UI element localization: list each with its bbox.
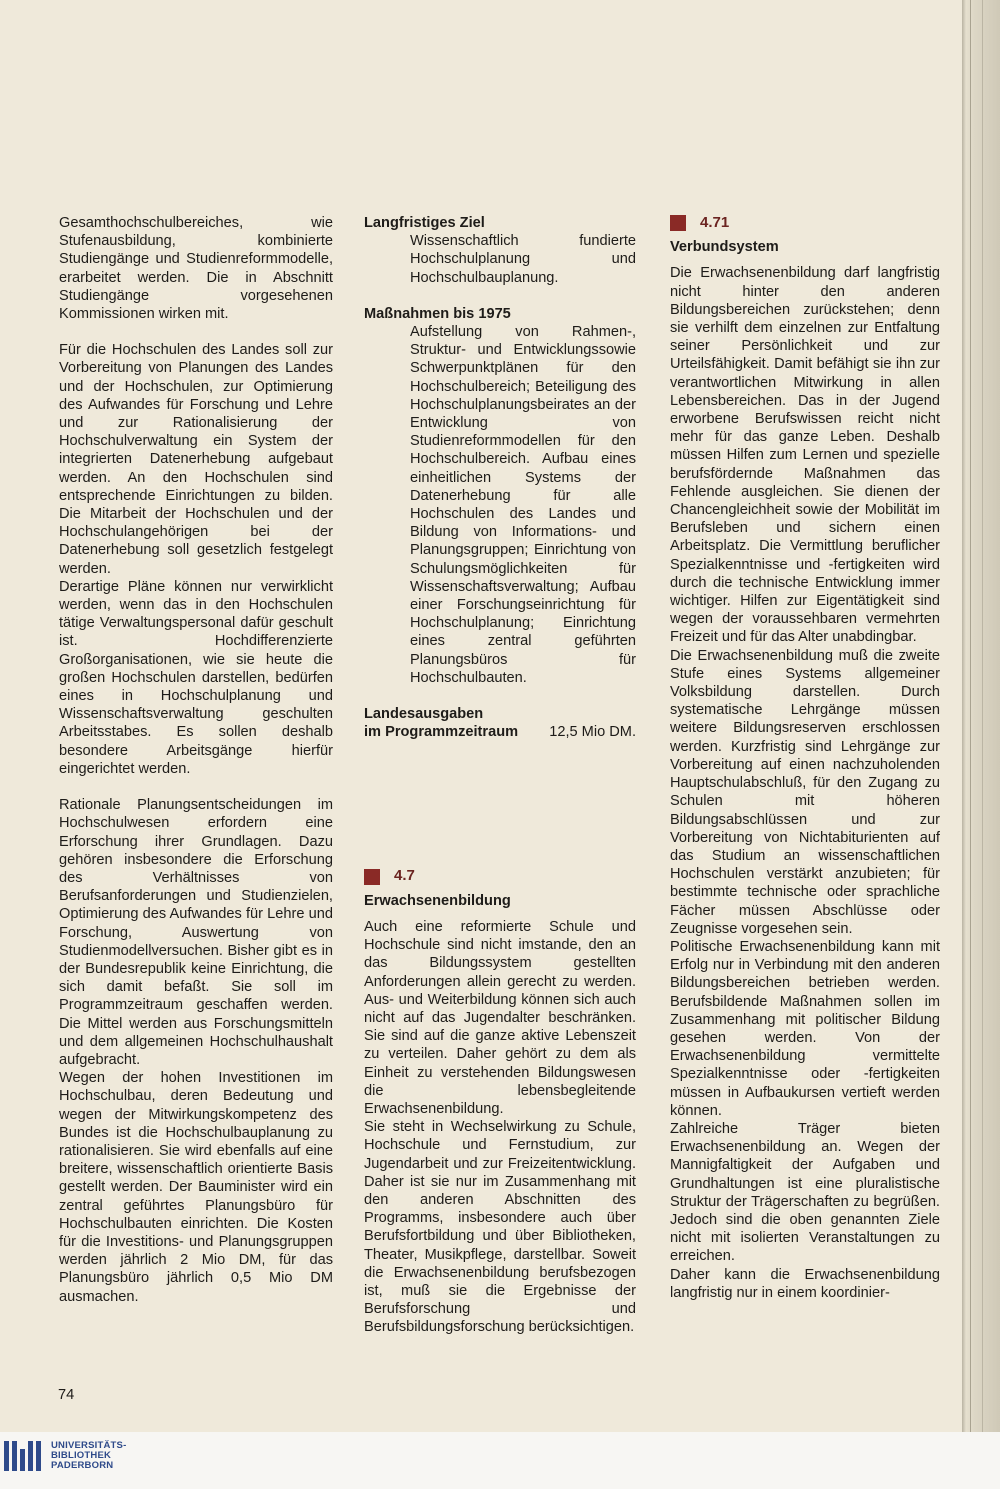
measures-text: Aufstellung von Rahmen-, Struktur- und Entwicklungssowie Schwerpunktplänen für den Hochschulbereich; Beteiligung des Hochschulplanungsbeirates an der Entwicklung von Studienreformmodellen für den Hochschulbereich. Aufbau eines einheitlichen Systems der Datenerhebung für alle Hochschulen des Landes und Bildung von Informations- und Planungsgruppen; Einrichtung von Schulungsmöglichkeiten für Wissenschaftsverwaltung; Aufbau einer Forschungseinrichtung für Hochschulplanung; Einrichtung eines zentral geführten Planungsbüros für Hochschulbauten.	[410, 324, 636, 686]
section-marker-icon	[670, 215, 686, 231]
section-marker-icon	[364, 869, 380, 885]
expenses-amount: 12,5 Mio DM.	[549, 724, 636, 741]
paragraph: Gesamthochschulbereiches, wie Stufenausbildung, kombinierte Studiengänge und Studienreformmodelle, erarbeitet werden. Die in Abschnitt Studiengänge vorgesehenen Kommissionen wirken mit.	[59, 215, 333, 323]
paragraph: Die Erwachsenenbildung darf langfristig nicht hinter den anderen Bildungsbereichen zurückstehen; denn sie verhilft dem einzelnen zur Entfaltung seiner Persönlichkeit und zur Urteilsfähigkeit. Damit befähigt sie ihn zur verantwortlichen Mitwirkung in allen Lebensbereichen. Das in der Jugend erworbene Berufswissen reicht nicht mehr für das ganze Leben. Deshalb müssen Hilfen zum Lernen und spezielle berufsfördernde Maßnahmen das Fehlende ausgleichen. Sie dienen der Chancengleichheit sowie der Mobilität im Berufsleben und sichern einen Arbeitsplatz. Die Vermittlung beruflicher Spezialkenntnisse und -fertigkeiten wird durch die technische Entwicklung immer wichtiger. Hilfen zur Eigentätigkeit sind wegen der voraussehbaren vermehrten Freizeit und für das Alter unabdingbar.	[670, 265, 940, 646]
section-header-4-7	[364, 867, 636, 885]
section-number: 4.7	[394, 867, 415, 885]
paragraph: Derartige Pläne können nur verwirklicht werden, wenn das in den Hochschulen tätige Verwaltungspersonal dafür geschult ist. Hochdifferenzierte Großorganisationen, wie sie heute die großen Hochschulen darstellen, bedürfen eines in Hochschulplanung und Wissenschaftsverwaltung geschulten Arbeitsstabes. Es sollen deshalb besondere Arbeitsgänge hierfür eingerichtet werden.	[59, 578, 333, 777]
section-title: Erwachsenenbildung	[364, 892, 511, 909]
goal-heading: Langfristiges Ziel	[364, 215, 485, 231]
library-logo-icon	[4, 1441, 41, 1471]
page-edge	[962, 0, 1000, 1432]
paragraph: Sie steht in Wechselwirkung zu Schule, Hochschule und Fernstudium, zur Jugendarbeit und zur Freizeitentwicklung. Daher ist sie nur im Zusammenhang mit den anderen Abschnitten des Programms, insbesondere auch über Berufsfortbildung und über Bibliotheken, Theater, Musikpflege, darstellbar. Soweit die Erwachsenenbildung berufsbezogen ist, muß sie die Ergebnisse der Berufsforschung und Berufsbildungsforschung berücksichtigen.	[364, 1119, 636, 1336]
page-number: 74	[58, 1387, 75, 1403]
expenses-heading: Landesausgaben	[364, 706, 484, 723]
measures-heading: Maßnahmen bis 1975	[364, 305, 511, 322]
paragraph: Für die Hochschulen des Landes soll zur Vorbereitung von Planungen des Landes und der Hochschulen, zur Optimierung des Aufwandes für Forschung und Lehre und zur Rationalisierung der Hochschulverwaltung ein System der integrierten Datenerhebung aufgebaut werden. An den Hochschulen sind entsprechende Einrichtungen zu bilden. Die Mitarbeit der Hochschulen und der Hochschulangehörigen bei der Datenerhebung soll gesetzlich festgelegt werden.	[59, 342, 333, 577]
paragraph: Auch eine reformierte Schule und Hochschule sind nicht imstande, den an das Bildungssystem gestellten Anforderungen allein gerecht zu werden. Aus- und Weiterbildung können sich auch nicht auf das Jugendalter beschränken. Sie sind auf die ganze aktive Lebenszeit zu verteilen. Daher gehört zu dem als Einheit zu verstehenden Bildungswesen die lebensbegleitende Erwachsenenbildung.	[364, 918, 636, 1117]
footer-band	[0, 1432, 1000, 1489]
section-header-4-71	[670, 214, 940, 232]
paragraph: Daher kann die Erwachsenenbildung langfristig nur in einem koordinier-	[670, 1266, 940, 1301]
section-number: 4.71	[700, 214, 730, 231]
expenses-heading-line2: im Programmzeitraum	[364, 724, 519, 741]
expenses-row	[364, 723, 636, 741]
paragraph: Politische Erwachsenenbildung kann mit Erfolg nur in Verbindung mit den anderen Bildungsbereichen betrieben werden. Berufsbildende Maßnahmen sollen im Zusammenhang mit politischer Bildung gesehen werden. Von der Erwachsenenbildung vermittelte Spezialkenntnisse oder -fertigkeiten müssen in Aufbaukursen vertieft werden können.	[670, 938, 940, 1119]
library-name	[51, 1441, 126, 1471]
column-middle	[364, 214, 636, 1337]
library-name-line2: BIBLIOTHEK	[51, 1450, 112, 1461]
library-logo	[4, 1441, 126, 1481]
library-name-line1: UNIVERSITÄTS-	[51, 1440, 127, 1451]
paragraph: Zahlreiche Träger bieten Erwachsenenbildung an. Wegen der Mannigfaltigkeit der Aufgaben und Grundhaltungen ist eine pluralistische Struktur der Trägerschaften zu begrüßen. Jedoch sind die oben genannten Ziele nicht mit isolierten Veranstaltungen zu erreichen.	[670, 1120, 940, 1265]
paragraph: Rationale Planungsentscheidungen im Hochschulwesen erfordern eine Erforschung ihrer Grundlagen. Dazu gehören insbesondere die Erforschung des Verhältnisses von Berufsanforderungen und Studienzielen, Optimierung des Aufwandes für Lehre und Forschung, Auswertung von Studienmodellversuchen. Bisher gibt es in der Bundesrepublik keine Einrichtung, die sich damit befaßt. Sie soll im Programmzeitraum geschaffen werden. Die Mittel werden aus Forschungsmitteln und dem allgemeinen Hochschulhaushalt aufgebracht.	[59, 797, 333, 1068]
library-name-line3: PADERBORN	[51, 1460, 114, 1471]
goal-text: Wissenschaftlich fundierte Hochschulplanung und Hochschulbauplanung.	[410, 233, 636, 286]
column-left	[59, 214, 333, 1306]
paragraph: Die Erwachsenenbildung muß die zweite Stufe eines Systems allgemeiner Volksbildung darstellen. Durch systematische Lehrgänge müssen weitere Bildungsreserven erschlossen werden. Kurzfristig sind Lehrgänge zur Vorbereitung auf einen nachzuholenden Hauptschulabschluß, für den Zugang zu Schulen mit höheren Bildungsabschlüssen und zur Vorbereitung von Nichtabiturienten auf das Studium an wissenschaftlichen Hochschulen verstärkt anzubieten; für bestimmte technische oder sprachliche Fächer müssen Abschlüsse oder Zeugnisse vorgesehen sein.	[670, 647, 940, 937]
paragraph: Wegen der hohen Investitionen im Hochschulbau, deren Bedeutung und wegen der Mitwirkungskompetenz des Bundes ist die Hochschulbauplanung zu rationalisieren. Sie wird ebenfalls auf eine breitere, wissenschaftlich orientierte Basis gestellt werden. Der Bauminister wird ein zentral geführtes Planungsbüro für Hochschulbauten einrichten. Die Kosten für die Investitions- und Planungsgruppen werden jährlich 2 Mio DM, für das Planungsbüro jährlich 0,5 Mio DM ausmachen.	[59, 1070, 333, 1305]
section-title: Verbundsystem	[670, 239, 779, 256]
column-right	[670, 214, 940, 1302]
